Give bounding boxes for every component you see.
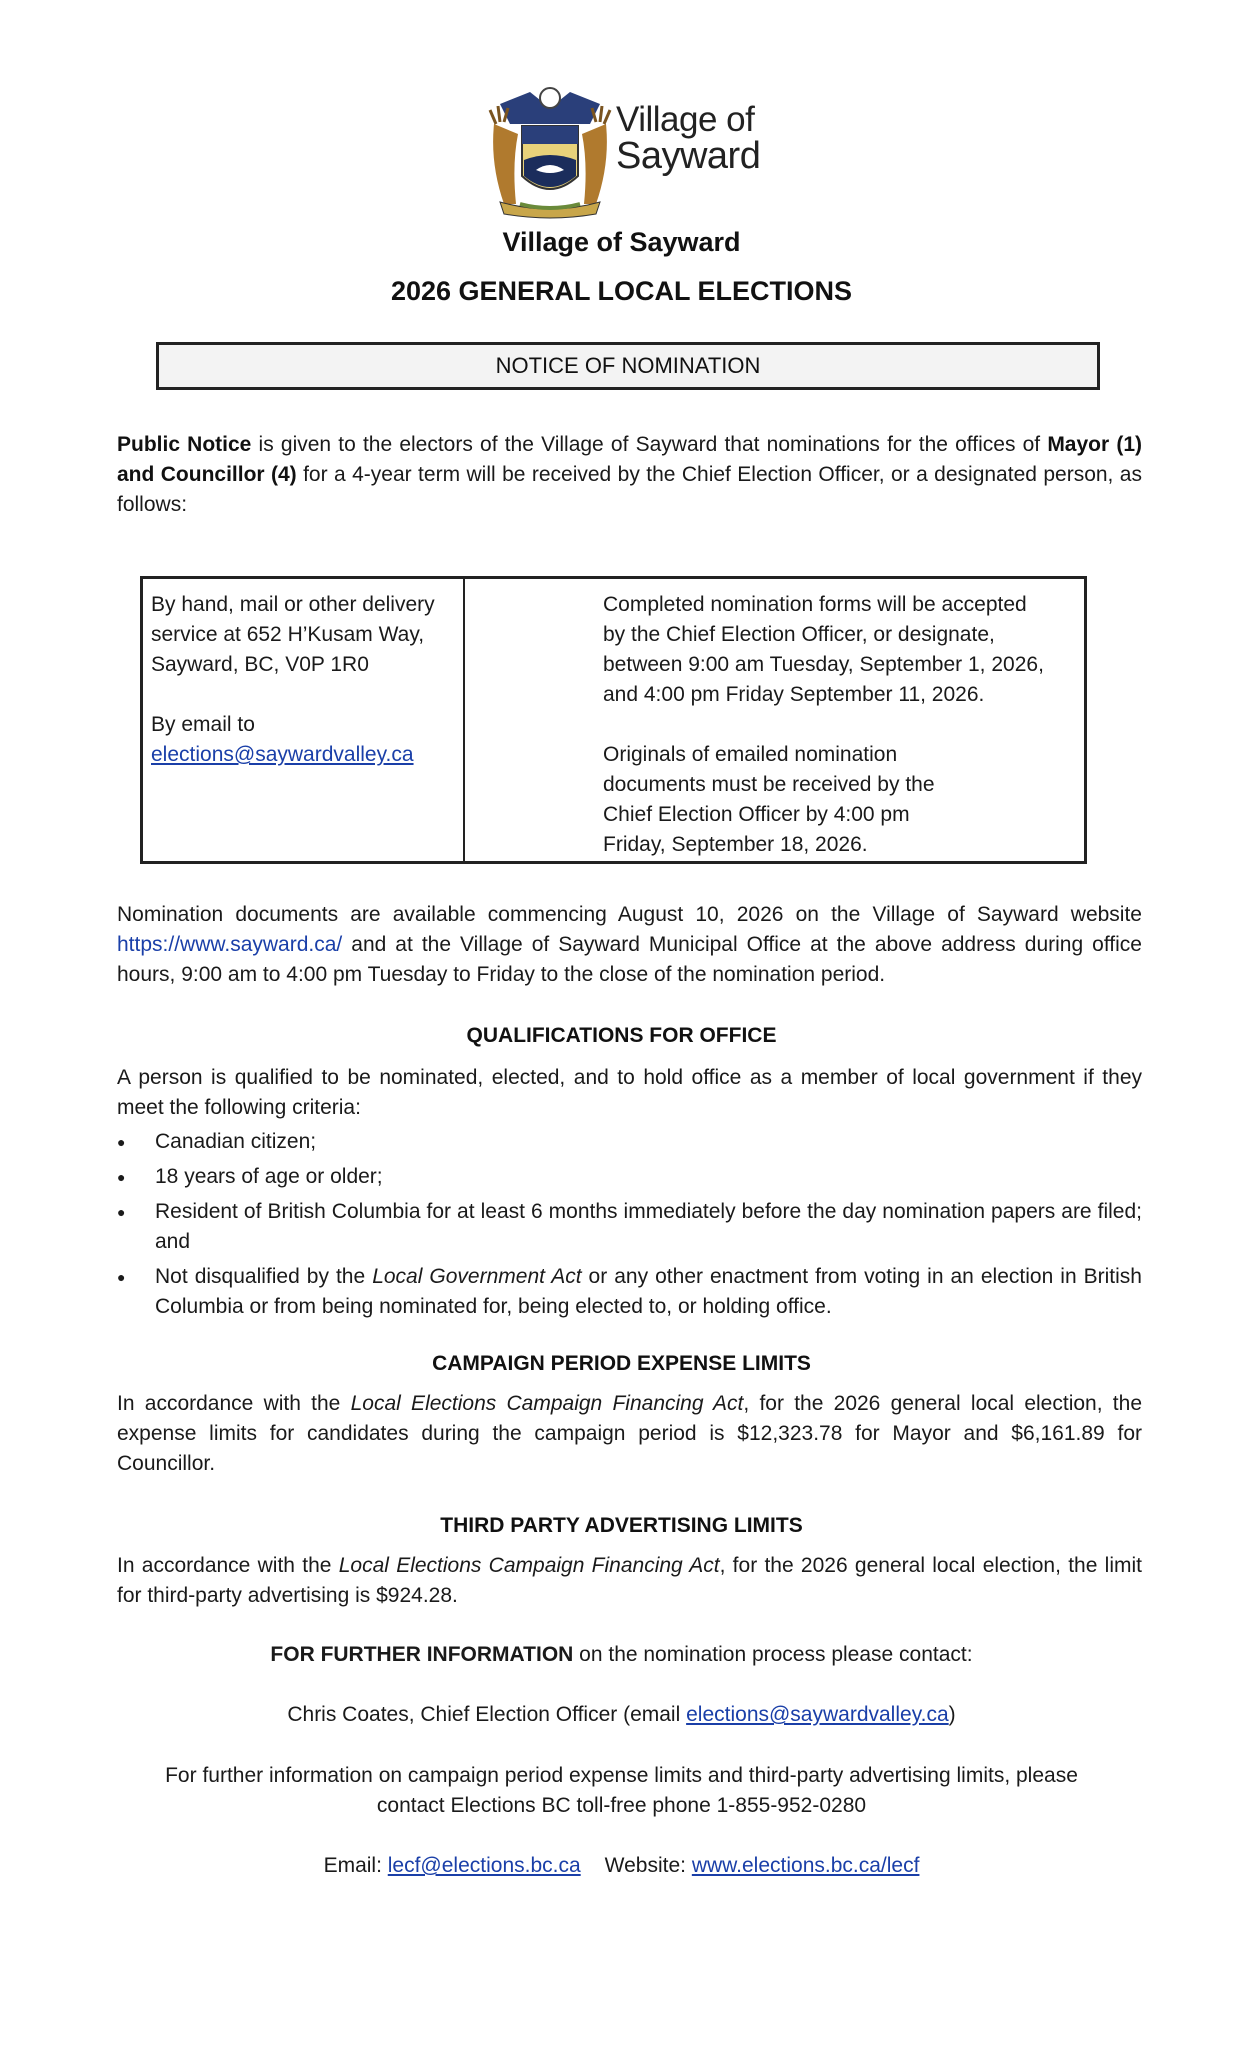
delivery-right-cell: [603, 590, 1083, 860]
page-title: Village of Sayward: [502, 227, 741, 257]
bullet-icon: ●: [117, 1134, 126, 1150]
officer-email-link[interactable]: elections@saywardvalley.ca: [686, 1703, 949, 1726]
email-label: By email to: [151, 713, 255, 736]
third-party-paragraph: In accordance with the Local Elections Campaign Financing Act, for the 2026 general local election, the limit for third-party advertising is $924.28.: [117, 1554, 1142, 1607]
list-item: ● Canadian citizen;: [117, 1127, 1142, 1157]
campaign-paragraph: In accordance with the Local Elections Campaign Financing Act, for the 2026 general local election, the expense limits for candidates during the campaign period is $12,323.78 for Mayor and $6,161.89 for Councillor.: [117, 1392, 1142, 1475]
bullet-icon: ●: [117, 1169, 126, 1185]
originals-line: documents must be received by the: [603, 773, 935, 796]
qualifications-list: [117, 1127, 1142, 1327]
notice-banner: [156, 342, 1100, 390]
acceptance-line: and 4:00 pm Friday September 11, 2026.: [603, 683, 985, 706]
further-info-line: FOR FURTHER INFORMATION on the nomination process please contact:: [270, 1643, 973, 1666]
delivery-line: Sayward, BC, V0P 1R0: [151, 653, 369, 676]
act-name: Local Elections Campaign Financing Act: [338, 1554, 720, 1577]
third-party-heading: THIRD PARTY ADVERTISING LIMITS: [440, 1514, 803, 1537]
availability-paragraph: [117, 900, 1142, 990]
originals-line: Chief Election Officer by 4:00 pm: [603, 803, 910, 826]
notice-label: NOTICE OF NOMINATION: [495, 353, 761, 378]
lecf-email-link[interactable]: lecf@elections.bc.ca: [387, 1854, 581, 1877]
campaign-heading: CAMPAIGN PERIOD EXPENSE LIMITS: [432, 1352, 811, 1375]
lecf-website-link[interactable]: www.elections.bc.ca/lecf: [691, 1854, 920, 1877]
list-item: ● 18 years of age or older;: [117, 1162, 1142, 1192]
elections-email-link[interactable]: elections@saywardvalley.ca: [151, 743, 414, 766]
page-subtitle: 2026 GENERAL LOCAL ELECTIONS: [390, 276, 853, 306]
delivery-line: service at 652 H’Kusam Way,: [151, 623, 425, 646]
availability-text-b: and at the Village of Sayward Municipal Office at the above address during office hours, 9:00 am to 4:00 pm Tuesday to Friday to the close of the nomination period.: [117, 933, 1142, 986]
delivery-left-cell: [151, 590, 461, 770]
availability-text-a: Nomination documents are available commencing August 10, 2026 on the Village of Sayward website: [117, 903, 1142, 926]
acceptance-line: by the Chief Election Officer, or designate,: [603, 623, 995, 646]
table-divider: [463, 579, 465, 861]
bullet-icon: ●: [117, 1269, 126, 1285]
act-name: Local Elections Campaign Financing Act: [350, 1392, 744, 1415]
logo-line-1: Village of: [616, 100, 755, 139]
logo-wordmark: [616, 100, 761, 177]
delivery-table: [140, 576, 1087, 864]
intro-text-a: is given to the electors of the Village of Sayward that nominations for the offices of: [251, 433, 1048, 456]
officer-contact: Chris Coates, Chief Election Officer (email elections@saywardvalley.ca): [287, 1703, 956, 1726]
website-link[interactable]: https://www.sayward.ca/: [117, 933, 343, 956]
list-item: ● Resident of British Columbia for at least 6 months immediately before the day nomination papers are filed; and: [117, 1197, 1142, 1257]
intro-lead: Public Notice: [117, 433, 252, 456]
intro-text-b: for a 4-year term will be received by the Chief Election Officer, or a designated person, as follows:: [117, 463, 1142, 516]
elections-bc-links: Email: lecf@elections.bc.ca Website: www.elections.bc.ca/lecf: [323, 1854, 920, 1877]
delivery-line: By hand, mail or other delivery: [151, 593, 435, 616]
qualifications-intro: A person is qualified to be nominated, elected, and to hold office as a member of local government if they meet the following criteria:: [117, 1066, 1142, 1119]
list-item: ● Not disqualified by the Local Government Act or any other enactment from voting in an election in British Columbia or from being nominated for, being elected to, or holding office.: [117, 1262, 1142, 1322]
logo-line-2: Sayward: [616, 135, 761, 177]
intro-offices: Mayor (1) and Councillor (4): [117, 433, 1143, 486]
acceptance-line: between 9:00 am Tuesday, September 1, 2026,: [603, 653, 1044, 676]
bullet-icon: ●: [117, 1204, 126, 1220]
qualifications-heading: QUALIFICATIONS FOR OFFICE: [466, 1024, 777, 1047]
originals-line: Friday, September 18, 2026.: [603, 833, 868, 856]
intro-paragraph: [117, 430, 1142, 520]
acceptance-line: Completed nomination forms will be accepted: [603, 593, 1027, 616]
originals-line: Originals of emailed nomination: [603, 743, 898, 766]
further-info-lead: FOR FURTHER INFORMATION: [270, 1643, 574, 1666]
elections-bc-info: For further information on campaign period expense limits and third-party advertising limits, please contact Elections BC toll-free phone 1-855-952-0280: [165, 1764, 1078, 1817]
